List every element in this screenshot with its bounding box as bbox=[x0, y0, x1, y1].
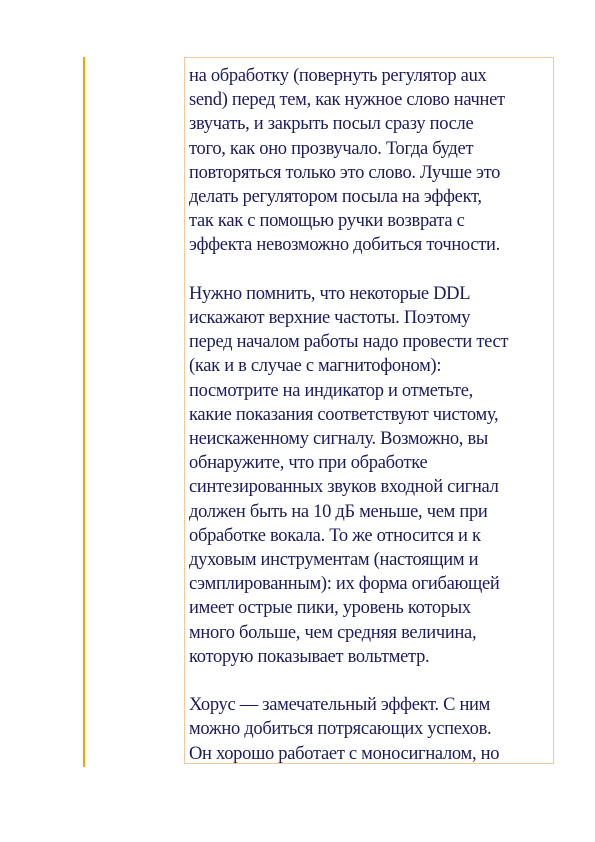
paragraph-3 bbox=[189, 693, 554, 766]
text-line: Нужно помнить, что некоторые DDL bbox=[189, 283, 471, 304]
text-line: повторяться только это слово. Лучше это bbox=[189, 162, 501, 183]
text-line: имеет острые пики, уровень которых bbox=[189, 598, 471, 619]
text-line: можно добиться потрясающих успехов. bbox=[189, 719, 492, 740]
page-body-text bbox=[189, 64, 554, 766]
text-line: Хорус — замечательный эффект. С ним bbox=[189, 695, 491, 716]
text-line: того, как оно прозвучало. Тогда будет bbox=[189, 138, 474, 159]
text-line: неискаженному сигналу. Возможно, вы bbox=[189, 429, 489, 450]
text-line: на обработку (повернуть регулятор aux bbox=[189, 66, 487, 86]
text-line: посмотрите на индикатор и отметьте, bbox=[189, 380, 473, 401]
text-line: какие показания соответствуют чистому, bbox=[189, 404, 499, 425]
text-line: обработке вокала. То же относится и к bbox=[189, 525, 481, 546]
text-line: синтезированных звуков входной сигнал bbox=[189, 477, 499, 498]
text-line: много больше, чем средняя величина, bbox=[189, 622, 477, 643]
text-line: так как с помощью ручки возврата с bbox=[189, 211, 465, 232]
text-line: сэмплированным): их форма огибающей bbox=[189, 574, 500, 595]
paragraph-1 bbox=[189, 64, 554, 258]
text-line: эффекта невозможно добиться точности. bbox=[189, 235, 500, 256]
text-line: Он хорошо работает с моносигналом, но bbox=[189, 743, 500, 764]
text-line: перед началом работы надо провести тест bbox=[189, 332, 509, 353]
text-line: делать регулятором посыла на эффект, bbox=[189, 187, 482, 208]
text-line: обнаружите, что при обработке bbox=[189, 453, 428, 474]
text-line: которую показывает вольтметр. bbox=[189, 646, 430, 667]
text-line: искажают верхние частоты. Поэтому bbox=[189, 308, 471, 329]
paragraph-2 bbox=[189, 282, 554, 669]
text-line: должен быть на 10 дБ меньше, чем при bbox=[189, 501, 488, 522]
text-line: (как и в случае с магнитофоном): bbox=[189, 356, 442, 377]
text-line: send) перед тем, как нужное слово начнет bbox=[189, 90, 505, 111]
margin-rule bbox=[83, 57, 85, 767]
text-line: звучать, и закрыть посыл сразу после bbox=[189, 114, 474, 135]
text-line: духовым инструментам (настоящим и bbox=[189, 550, 479, 571]
